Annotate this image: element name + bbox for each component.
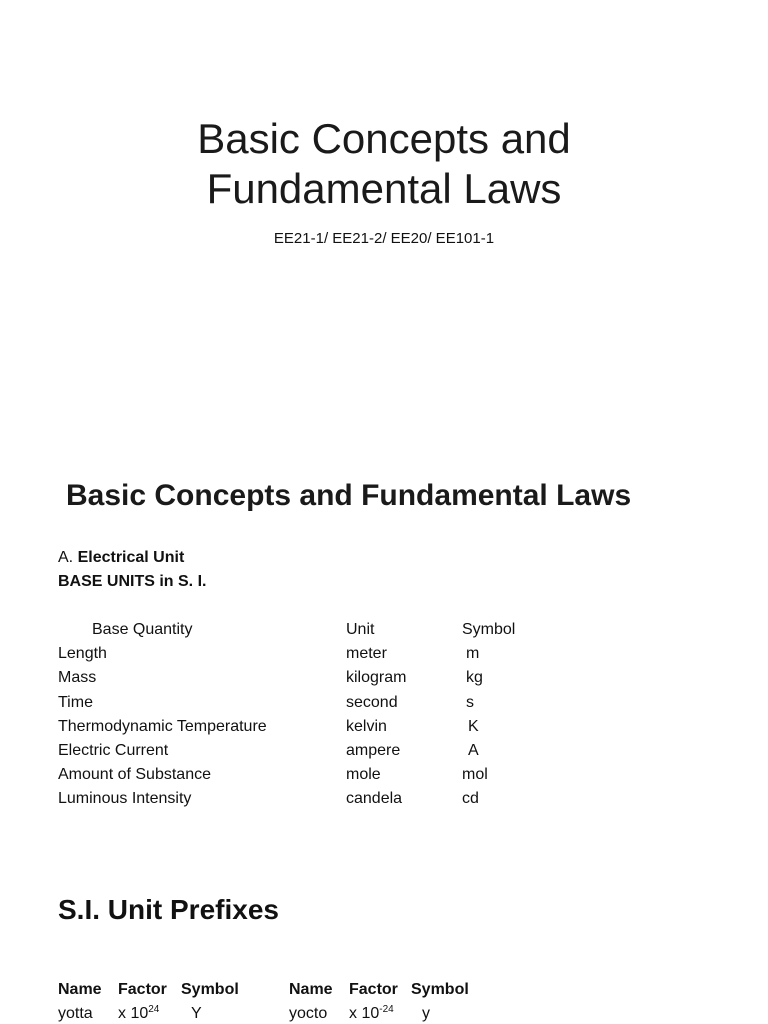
row-quantity: Amount of Substance — [58, 766, 211, 784]
header-factor: Factor — [118, 981, 167, 998]
table-row — [58, 691, 578, 715]
row-unit: candela — [346, 790, 403, 808]
prefix-symbol-2: y — [422, 1005, 430, 1022]
row-unit: mole — [346, 766, 381, 784]
row-quantity: Thermodynamic Temperature — [58, 717, 267, 735]
row-quantity: Mass — [58, 669, 97, 687]
row-unit: kelvin — [346, 717, 387, 735]
table-row — [58, 642, 578, 666]
table-row — [58, 715, 578, 739]
table-row — [58, 739, 578, 763]
table-row — [58, 666, 578, 690]
base-units-heading: BASE UNITS in S. I. — [58, 573, 207, 590]
row-quantity: Electric Current — [58, 741, 169, 759]
header-unit: Unit — [346, 621, 375, 638]
row-quantity: Luminous Intensity — [58, 790, 192, 808]
header-symbol: Symbol — [181, 981, 239, 998]
prefix-table — [58, 978, 578, 1024]
table-row — [58, 787, 578, 811]
section-heading — [58, 546, 184, 570]
row-symbol: K — [468, 717, 479, 735]
row-symbol: cd — [462, 790, 479, 808]
prefix-factor-2 — [349, 1002, 394, 1024]
row-unit: meter — [346, 645, 387, 663]
prefix-header-row — [58, 978, 578, 1002]
course-codes: EE21-1/ EE21-2/ EE20/ EE101-1 — [273, 230, 495, 247]
row-symbol: m — [466, 645, 480, 663]
factor-base: x 10 — [118, 1005, 149, 1022]
prefixes-title: S.I. Unit Prefixes — [58, 894, 279, 925]
slide-title — [0, 114, 768, 214]
slide-title-line2: Fundamental Laws — [206, 165, 562, 212]
content-title: Basic Concepts and Fundamental Laws — [66, 479, 632, 512]
row-unit: second — [346, 693, 398, 711]
header-name: Name — [58, 981, 102, 998]
row-quantity: Length — [58, 645, 107, 663]
slide-title-line1: Basic Concepts and — [197, 115, 571, 162]
factor-exponent-2: -24 — [379, 1004, 394, 1015]
header-name-2: Name — [289, 981, 333, 998]
table-row — [58, 763, 578, 787]
section-prefix: A. — [58, 549, 74, 566]
row-symbol: s — [466, 693, 474, 711]
table-header-row — [58, 618, 578, 642]
row-symbol: mol — [462, 766, 488, 784]
prefix-name-2: yocto — [289, 1005, 328, 1022]
prefix-row — [58, 1002, 578, 1024]
factor-base-2: x 10 — [349, 1005, 380, 1022]
header-quantity: Base Quantity — [92, 621, 193, 638]
header-factor-2: Factor — [349, 981, 398, 998]
prefix-name: yotta — [58, 1005, 93, 1022]
header-symbol: Symbol — [462, 621, 516, 638]
header-symbol-2: Symbol — [411, 981, 469, 998]
base-units-table — [58, 618, 578, 812]
title-slide — [0, 0, 768, 440]
row-unit: kilogram — [346, 669, 407, 687]
row-unit: ampere — [346, 741, 401, 759]
prefix-symbol: Y — [191, 1005, 202, 1022]
section-title: Electrical Unit — [77, 549, 185, 566]
factor-exponent: 24 — [148, 1004, 160, 1015]
row-quantity: Time — [58, 693, 93, 711]
prefix-factor — [118, 1002, 159, 1024]
content-slide — [0, 440, 768, 1024]
row-symbol: kg — [466, 669, 483, 687]
row-symbol: A — [468, 741, 479, 759]
